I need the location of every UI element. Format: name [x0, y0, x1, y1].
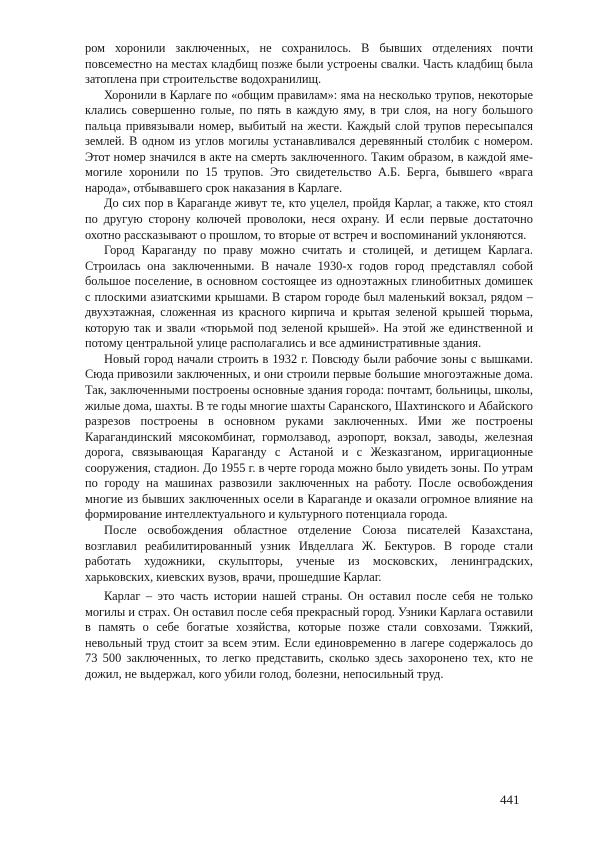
- paragraph-7: Карлаг – это часть истории нашей страны. Он оставил после себя не только могилы и страх. Он оставил после себя прекрасный город. Узники Карлага оставили в память о себе богатые хозяйства, которые позже стали совхозами. Тяжкий, невольный труд стоит за всем этим. Если единовременно в лагере содержалось до 73 500 заключенных, то легко представить, сколько здесь захоронено тех, кто не дожил, не выдержал, кого убили голод, болезни, непосильный труд.: [85, 589, 533, 681]
- page-number: 441: [500, 792, 520, 807]
- paragraph-3: До сих пор в Караганде живут те, кто уцелел, пройдя Карлаг, а также, кто стоял по другую сторону колючей проволоки, неся охрану. И если первые достаточно охотно рассказывают о прошлом, то вторые от встреч и воспоминаний уклоняются.: [85, 196, 533, 242]
- page-body: [85, 41, 533, 682]
- paragraph-6: После освобождения областное отделение Союза писателей Казахстана, возглавил реабилитированный узник Ивделлага Ж. Бектуров. В городе стали работать художники, скульпторы, ученые из московских, ленинградских, харьковских, киевских вузов, врачи, прошедшие Карлаг.: [85, 522, 533, 584]
- paragraph-5: Новый город начали строить в 1932 г. Повсюду были рабочие зоны с вышками. Сюда привозили заключенных, и они строили первые большие многоэтажные дома. Так, заключенными построены основные здания города: почтамт, больницы, школы, жилые дома, шахты. В те годы многие шахты Саранского, Шахтинского и Абайского разрезов построены в основном руками заключенных. Ими же построены Карагандинский мясокомбинат, гормолзавод, аэропорт, вокзал, заводы, железная дорога, связывающая Караганду с Астаной и с Жезказганом, ирригационные сооружения, стадион. До 1955 г. в черте города можно было увидеть зоны. По утрам по городу на машинах развозили заключенных на работу. После освобождения многие из бывших заключенных осели в Караганде и оказали огромное влияние на формирование интеллектуального и культурного потенциала города.: [85, 351, 533, 522]
- paragraph-1: ром хоронили заключенных, не сохранилось. В бывших отделениях почти повсеместно на местах кладбищ позже были устроены свалки. Часть кладбищ была затоплена при строительстве водохранилищ.: [85, 41, 533, 87]
- paragraph-4: Город Караганду по праву можно считать и столицей, и детищем Карлага. Строилась она заключенными. В начале 1930-х годов город представлял собой большое поселение, в основном состоящее из одноэтажных глинобитных домишек с плоскими азиатскими крышами. В старом городе был маленький вокзал, рядом – двухэтажная, сложенная из красного кирпича и крытая зеленой крышей тюрьма, которую так и звали «тюрьмой под зеленой крышей». На этой же единственной и потому центральной улице располагались и все административные здания.: [85, 243, 533, 351]
- paragraph-2: Хоронили в Карлаге по «общим правилам»: яма на несколько трупов, некоторые клались совершенно голые, по пять в каждую яму, в три слоя, на ногу большого пальца привязывали номер, выбитый на жести. Каждый слой трупов пересыпался землей. В одном из углов могилы устанавливался деревянный столбик с номером. Этот номер значился в акте на смерть заключенного. Таким образом, в каждой яме-могиле хоронили по 15 трупов. Это свидетельство А.Б. Берга, бывшего «врага народа», отбывавшего срок наказания в Карлаге.: [85, 87, 533, 195]
